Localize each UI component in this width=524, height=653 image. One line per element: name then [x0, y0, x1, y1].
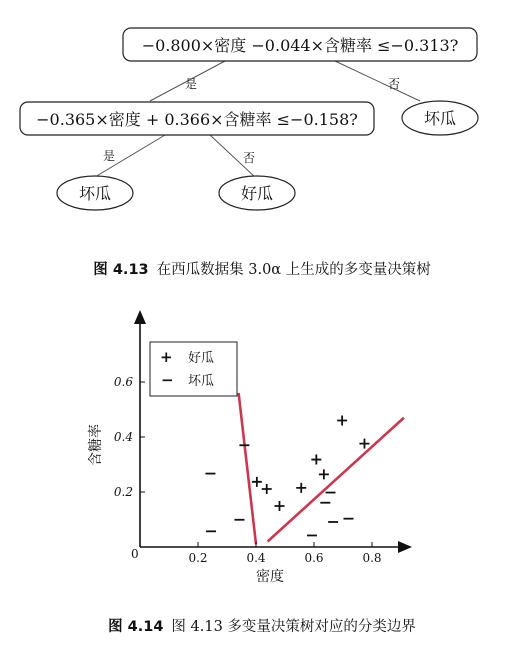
x-axis-arrow — [398, 541, 412, 553]
good-melon-point — [319, 469, 329, 479]
y-tick-label: 0.6 — [113, 375, 133, 389]
caption-text: 图 4.13 多变量决策树对应的分类边界 — [171, 619, 416, 635]
good-melon-point — [274, 501, 284, 511]
figure-caption — [0, 615, 524, 636]
legend-label-bad: 坏瓜 — [188, 374, 215, 389]
leaf-good-label: 好瓜 — [240, 184, 274, 203]
edge-label-no: 否 — [388, 77, 401, 91]
legend-marker-bad: − — [161, 371, 174, 389]
good-melon-point — [252, 477, 262, 487]
good-melon-point — [337, 416, 347, 426]
child-condition: −0.365×密度 + 0.366×含糖率 ≤−0.158? — [36, 110, 358, 129]
scatter-chart — [0, 300, 524, 600]
boundary-lines — [239, 393, 404, 544]
figure-caption — [0, 258, 524, 279]
leaf-bad-label: 坏瓜 — [78, 184, 112, 203]
good-melon-point — [311, 455, 321, 465]
x-tick-label: 0.4 — [246, 551, 266, 565]
y-axis-label: 含糖率 — [88, 424, 104, 466]
good-melon-point — [262, 484, 272, 494]
origin-label: 0 — [131, 547, 139, 561]
edge-label-yes: 是 — [185, 77, 198, 91]
decision-boundary-line — [268, 418, 404, 542]
caption-text: 在西瓜数据集 3.0α 上生成的多变量决策树 — [156, 262, 431, 278]
good-melon-point — [359, 439, 369, 449]
edge-label-yes: 是 — [103, 149, 116, 163]
y-axis — [134, 310, 146, 547]
legend — [150, 342, 237, 396]
legend-marker-good: + — [160, 348, 173, 366]
y-axis-arrow — [134, 310, 146, 324]
decision-boundary-line — [239, 393, 256, 544]
edge-label-no: 否 — [243, 151, 256, 165]
good-melon-point — [296, 483, 306, 493]
x-tick-label: 0.6 — [304, 551, 324, 565]
y-tick-label: 0.2 — [113, 485, 133, 499]
y-tick-label: 0.4 — [113, 430, 133, 444]
figure-number: 图 4.13 — [93, 262, 149, 278]
x-tick-label: 0.2 — [188, 551, 208, 565]
decision-tree-figure — [0, 0, 524, 215]
leaf-bad-label: 坏瓜 — [423, 109, 457, 128]
data-marks — [205, 416, 369, 536]
x-axis-label: 密度 — [256, 569, 284, 585]
x-tick-label: 0.8 — [362, 551, 382, 565]
edge-root-no — [335, 61, 420, 101]
root-condition: −0.800×密度 −0.044×含糖率 ≤−0.313? — [141, 36, 459, 55]
legend-label-good: 好瓜 — [188, 351, 215, 366]
figure-number: 图 4.14 — [108, 619, 164, 635]
